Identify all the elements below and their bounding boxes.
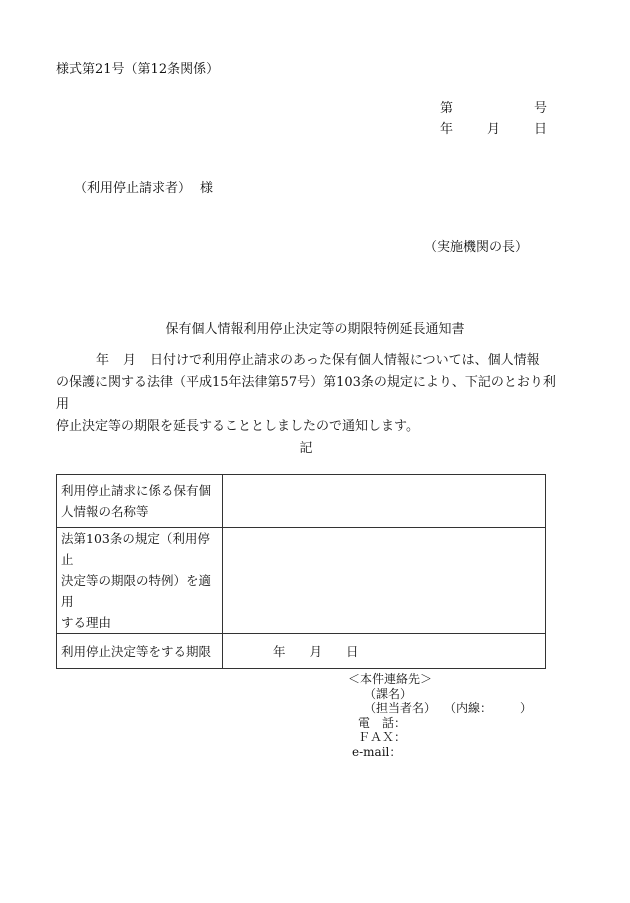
row-label-deadline: 利用停止決定等をする期限 <box>57 634 223 669</box>
contact-heading: ＜本件連絡先＞ <box>348 672 433 686</box>
deadline-year: 年 <box>273 643 286 659</box>
contact-block <box>348 672 532 759</box>
contact-fax: ＦＡＸ： <box>358 730 407 744</box>
body-line3: 停止決定等の期限を延長することとしましたので通知します。 <box>56 419 419 434</box>
date-month-label: 月 <box>487 122 501 137</box>
body-year: 年 <box>96 353 110 368</box>
table-row <box>57 475 546 528</box>
body-line2: の保護に関する法律（平成15年法律第57号）第103条の規定により、下記のとおり利用 <box>56 375 556 412</box>
body-paragraph <box>56 350 566 438</box>
body-line1: 日付けで利用停止請求のあった保有個人情報については、個人情報 <box>150 353 540 368</box>
issuer-name: （実施機関の長） <box>424 240 529 255</box>
contact-phone: 電 話： <box>358 715 407 730</box>
contact-person: （担当者名） <box>364 701 437 715</box>
contact-email: e-mail： <box>352 744 402 759</box>
recipient-name: （利用停止請求者） <box>74 181 192 196</box>
row-value-deadline[interactable] <box>223 634 546 669</box>
deadline-month: 月 <box>309 643 323 659</box>
row-value-reason[interactable] <box>223 528 546 634</box>
document-title: 保有個人情報利用停止決定等の期限特例延長通知書 <box>165 322 465 337</box>
date-day-label: 日 <box>534 122 548 137</box>
row-value-info-name[interactable] <box>223 475 546 528</box>
document-number-suffix: 号 <box>534 101 548 116</box>
info-table <box>56 474 546 669</box>
recipient-honorific: 様 <box>200 181 214 196</box>
date-year-label: 年 <box>440 122 454 137</box>
deadline-day: 日 <box>346 643 359 659</box>
contact-person-line <box>348 701 532 716</box>
contact-extension: （内線： <box>444 701 493 715</box>
table-row <box>57 528 546 634</box>
row-label-info-name: 利用停止請求に係る保有個 人情報の名称等 <box>57 475 223 528</box>
form-number: 様式第21号（第12条関係） <box>56 62 220 77</box>
table-row <box>57 634 546 669</box>
document-number-label: 第 <box>440 101 454 116</box>
row-label-reason: 法第103条の規定（利用停止 決定等の期限の特例）を適用 する理由 <box>57 528 223 634</box>
contact-extension-close: ） <box>520 701 533 715</box>
body-month: 月 <box>123 353 137 368</box>
ki-heading: 記 <box>299 441 313 456</box>
contact-section: （課名） <box>364 686 413 701</box>
